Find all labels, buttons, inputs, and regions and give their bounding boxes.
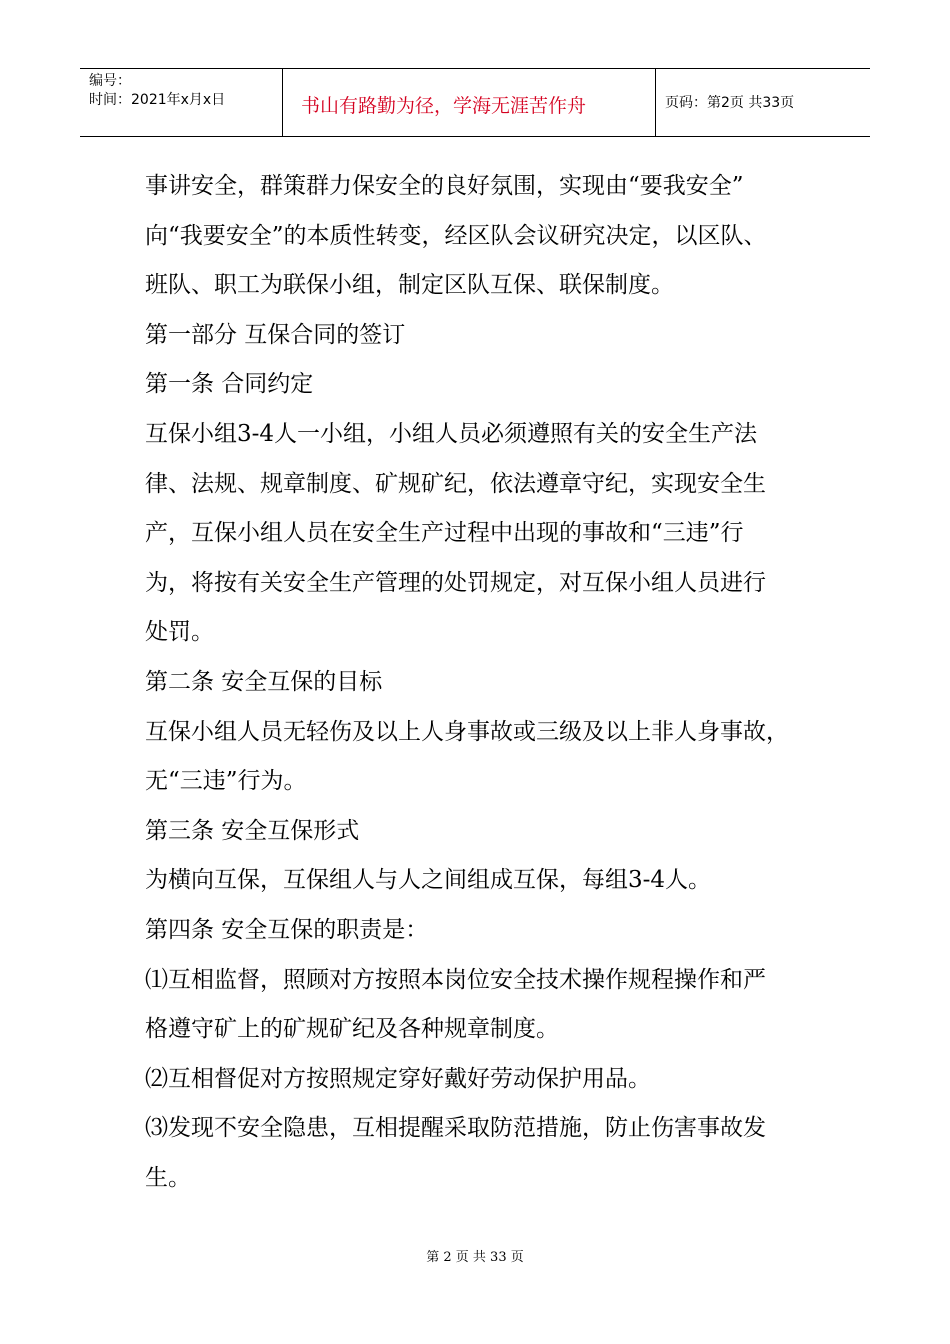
text-line: 事讲安全，群策群力保安全的良好氛围，实现由“要我安全” [145,173,744,199]
text-line: 互保小组3-4人一小组，小组人员必须遵照有关的安全生产法 [145,420,758,447]
text-line: 处罚。 [145,619,214,646]
header-meta-cell [80,69,283,136]
text-line: 为，将按有关安全生产管理的处罚规定，对互保小组人员进行 [145,569,766,596]
list-item: ⑴互相监督，照顾对方按照本岗位安全技术操作规程操作和严 [145,966,766,993]
document-header [80,68,870,137]
text-line: 产，互保小组人员在安全生产过程中出现的事故和“三违”行 [145,520,744,547]
article-heading: 第一条 合同约定 [145,371,314,398]
time-label: 时间：2021年x月x日 [89,92,226,108]
list-item: ⑵互相督促对方按照规定穿好戴好劳动保护用品。 [145,1065,651,1092]
text-line: 班队、职工为联保小组，制定区队互保、联保制度。 [145,272,674,299]
motto-text: 书山有路勤为径，学海无涯苦作舟 [301,95,587,117]
article-heading: 第四条 安全互保的职责是： [145,916,429,943]
text-line: 为横向互保，互保组人与人之间组成互保，每组3-4人。 [145,867,712,894]
part-heading: 第一部分 互保合同的签订 [145,321,406,348]
page-info: 页码：第2页 共33页 [665,95,795,111]
article-heading: 第三条 安全互保形式 [145,817,360,844]
page-footer: 第 2 页 共 33 页 [426,1250,524,1265]
text-line: 律、法规、规章制度、矿规矿纪，依法遵章守纪，实现安全生 [145,470,766,497]
text-line: 向“我要安全”的本质性转变，经区队会议研究决定，以区队、 [145,222,767,249]
text-line: 无“三违”行为。 [145,768,307,795]
number-label: 编号： [89,73,131,89]
body-text [145,162,810,1203]
list-item: ⑶发现不安全隐患，互相提醒采取防范措施，防止伤害事故发 [145,1115,766,1142]
text-line: 格遵守矿上的矿规矿纪及各种规章制度。 [145,1016,559,1043]
header-motto-cell [283,69,656,136]
header-page-cell [656,69,870,136]
article-heading: 第二条 安全互保的目标 [145,668,383,695]
text-line: 生。 [145,1164,191,1191]
text-line: 互保小组人员无轻伤及以上人身事故或三级及以上非人身事故， [145,718,789,745]
